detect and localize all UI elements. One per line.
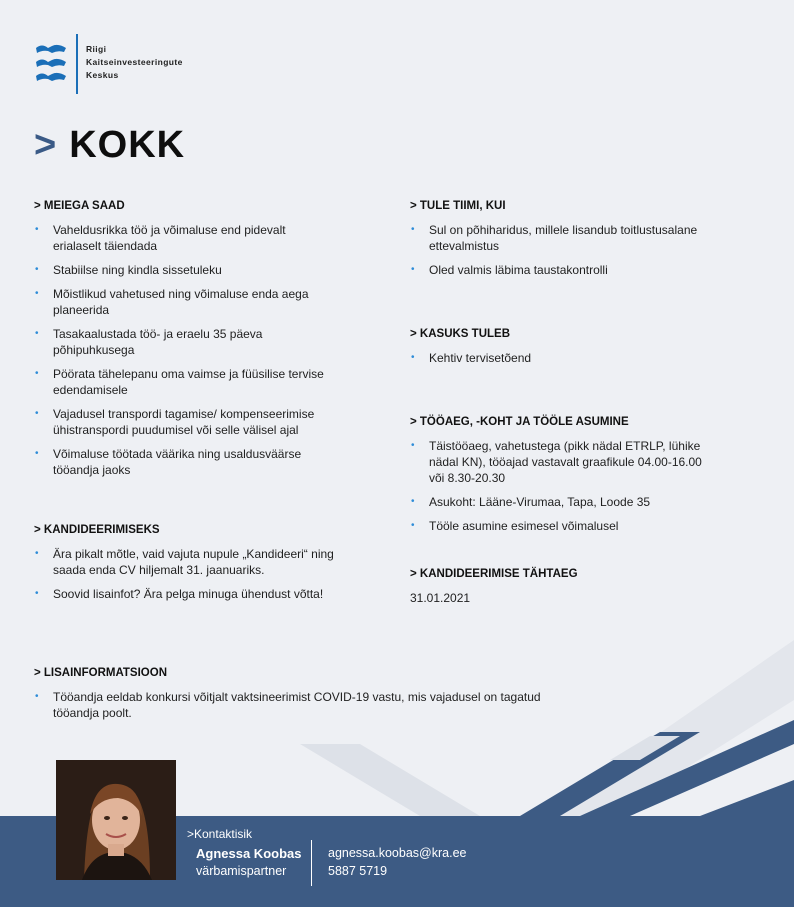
- section-kasuks-tuleb: [410, 328, 710, 374]
- section-meiega-saad: [34, 200, 334, 486]
- list-item: • Ära pikalt mõtle, vaid vajuta nupule „Kandideeri“ ning saada enda CV hiljemalt 31. jaanuariks.: [34, 546, 334, 578]
- advantages-list: [410, 350, 710, 366]
- logo-divider: [76, 34, 78, 94]
- contact-divider: [311, 840, 312, 886]
- list-item: • Sul on põhiharidus, millele lisandub toitlustusalane ettevalmistus: [410, 222, 710, 254]
- list-item: • Mõistlikud vahetused ning võimaluse enda aega planeerida: [34, 286, 334, 318]
- list-item: • Stabiilse ning kindla sissetuleku: [34, 262, 334, 278]
- logo-line-2: Kaitseinvesteeringute: [86, 57, 183, 67]
- list-item: • Oled valmis läbima taustakontrolli: [410, 262, 710, 278]
- list-item: • Tööandja eeldab konkursi võitjalt vaktsineerimist COVID-19 vastu, mis vajadusel on tagatud tööandja poolt.: [34, 689, 554, 721]
- logo-line-3: Keskus: [86, 70, 119, 80]
- section-heading: > TÖÖAEG, -KOHT JA TÖÖLE ASUMINE: [410, 416, 629, 428]
- list-item: • Kehtiv tervisetõend: [410, 350, 710, 366]
- list-item: • Pöörata tähelepanu oma vaimse ja füüsilise tervise edendamisele: [34, 366, 334, 398]
- contact-phone-link[interactable]: 5887 5719: [328, 864, 388, 878]
- section-heading: > KASUKS TULEB: [410, 328, 510, 340]
- deadline-date: 31.01.2021: [410, 591, 471, 605]
- section-heading: > KANDIDEERIMISEKS: [34, 524, 160, 536]
- logo-line-1: Riigi: [86, 44, 107, 54]
- section-kandideerimiseks: [34, 524, 334, 610]
- list-item: • Asukoht: Lääne-Virumaa, Tapa, Loode 35: [410, 494, 710, 510]
- list-item: • Võimaluse töötada väärika ning usaldusväärse tööandja jaoks: [34, 446, 334, 478]
- requirements-list: [410, 222, 710, 278]
- worktime-list: [410, 438, 710, 534]
- page-title: [34, 124, 185, 167]
- contact-name: Agnessa Koobas: [196, 846, 302, 861]
- apply-list: [34, 546, 334, 602]
- section-lisainformatsioon: [34, 667, 554, 729]
- contact-role: värbamispartner: [196, 864, 287, 878]
- section-heading: > MEIEGA SAAD: [34, 200, 125, 212]
- benefits-list: [34, 222, 334, 478]
- list-item: • Soovid lisainfot? Ära pelga minuga ühendust võtta!: [34, 586, 334, 602]
- contact-label: >Kontaktisik: [187, 827, 253, 841]
- coat-of-arms-icon: [34, 42, 68, 88]
- section-tule-tiimi: [410, 200, 710, 286]
- title-text: KOKK: [69, 124, 186, 166]
- list-item: • Vajadusel transpordi tagamise/ kompenseerimise ühistranspordi puudumisel või selle välisel ajal: [34, 406, 334, 438]
- title-arrow: >: [34, 124, 58, 166]
- contact-photo: [56, 760, 176, 880]
- section-heading: > KANDIDEERIMISE TÄHTAEG: [410, 568, 578, 580]
- list-item: • Vaheldusrikka töö ja võimaluse end pidevalt erialaselt täiendada: [34, 222, 334, 254]
- list-item: • Tasakaalustada töö- ja eraelu 35 päeva põhipuhkusega: [34, 326, 334, 358]
- section-heading: > TULE TIIMI, KUI: [410, 200, 506, 212]
- section-heading: > LISAINFORMATSIOON: [34, 667, 167, 679]
- section-tahtaeg: [410, 568, 710, 606]
- kra-logo: [34, 36, 183, 94]
- logo-text: [86, 43, 183, 82]
- contact-email-link[interactable]: agnessa.koobas@kra.ee: [328, 846, 467, 860]
- section-tooaeg: [410, 416, 710, 542]
- list-item: • Tööle asumine esimesel võimalusel: [410, 518, 710, 534]
- list-item: • Täistööaeg, vahetustega (pikk nädal ETRLP, lühike nädal KN), tööajad vastavalt graafikule 04.00-16.00 või 8.30-20.30: [410, 438, 710, 486]
- extra-info-list: [34, 689, 554, 721]
